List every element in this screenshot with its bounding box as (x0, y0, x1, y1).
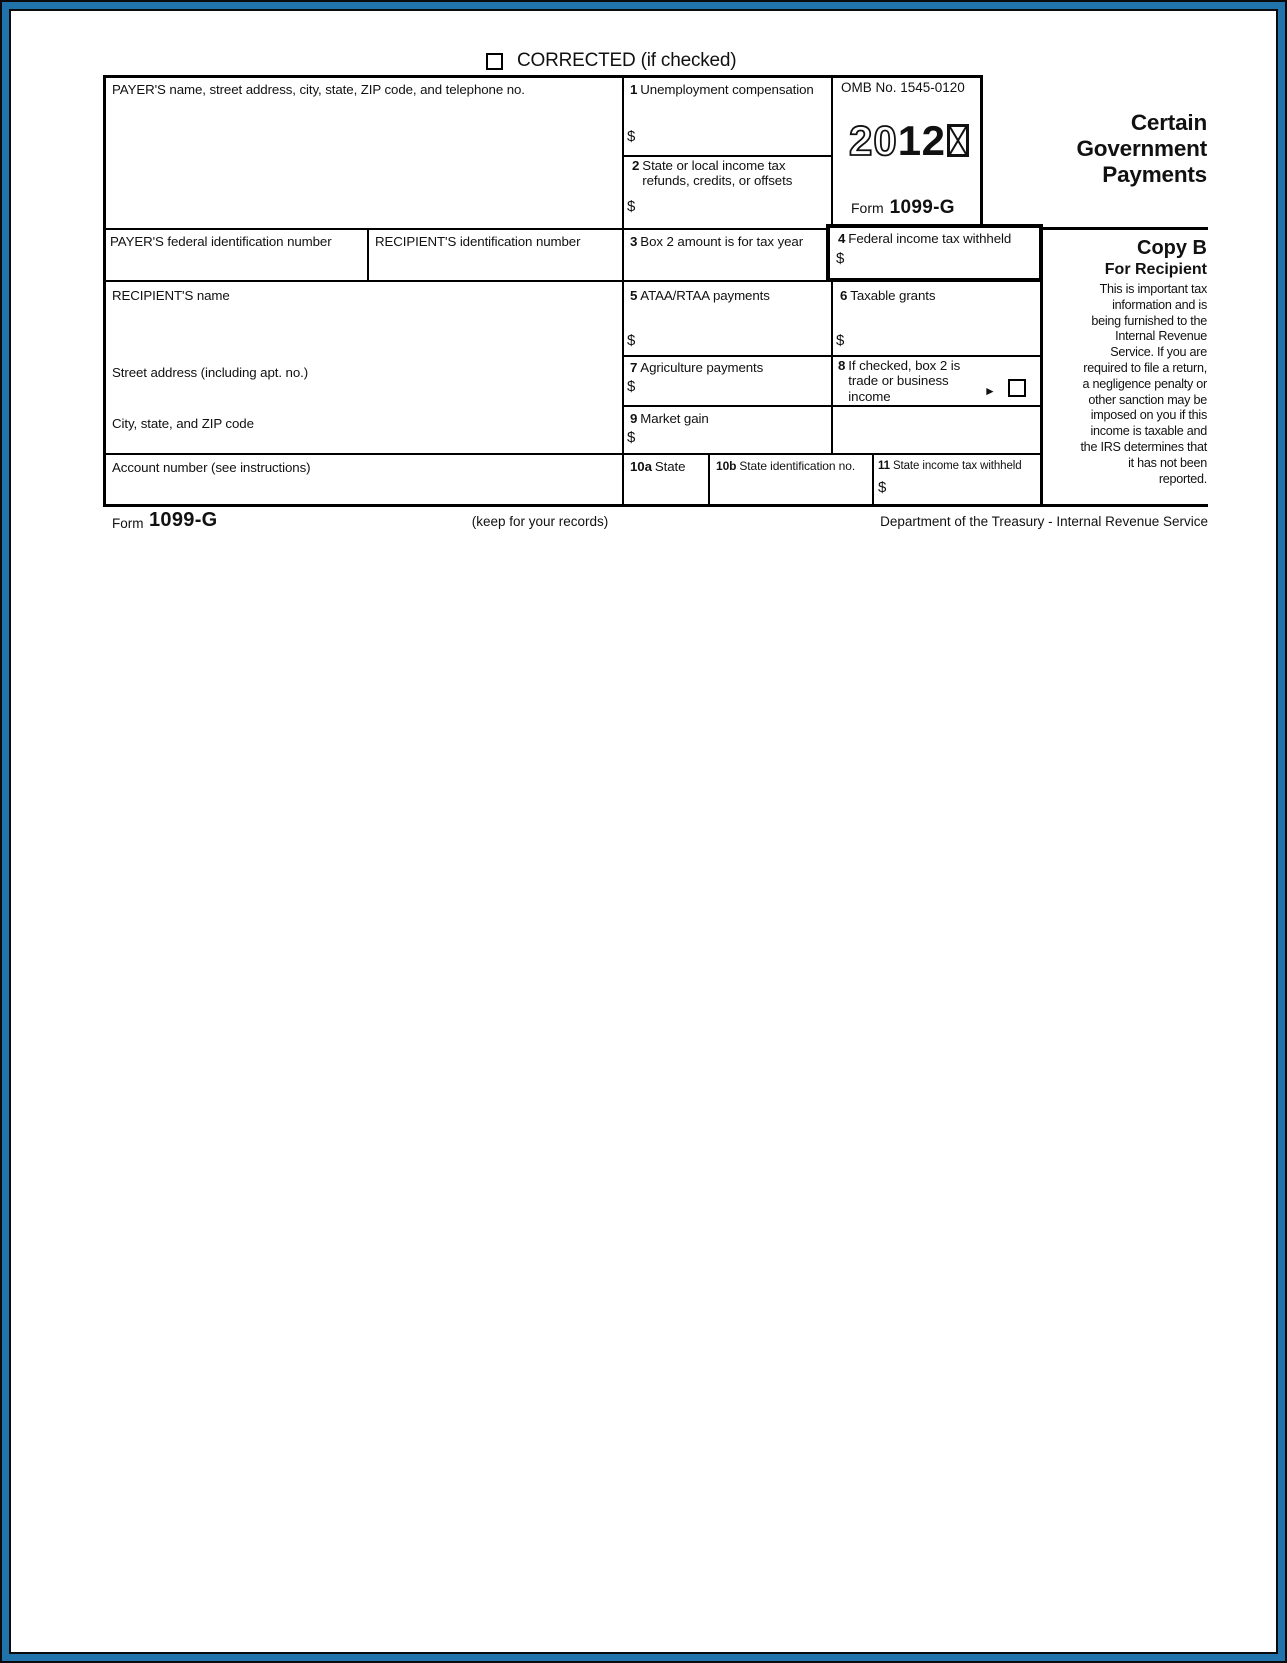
divider-line (622, 75, 624, 505)
divider-line (872, 453, 874, 506)
divider-line (708, 453, 710, 506)
footer-form-word: Form (112, 516, 144, 531)
box11-amount-field[interactable] (894, 478, 1034, 500)
treasury-label: Department of the Treasury - Internal Revenue Service (880, 514, 1208, 529)
for-recipient-label: For Recipient (1104, 261, 1207, 278)
box8-number: 8 (838, 358, 846, 373)
street-address-label: Street address (including apt. no.) (112, 365, 309, 380)
copy-b-label: Copy B (1137, 237, 1207, 259)
payer-fed-id-field[interactable] (108, 250, 364, 278)
box5-dollar-sign: $ (627, 332, 636, 349)
box11-number: 11 (878, 460, 890, 472)
form-number: 1099-G (889, 197, 955, 218)
year-digit-box-icon (947, 124, 969, 162)
box4-amount-field[interactable] (852, 248, 1032, 272)
box9-dollar-sign: $ (627, 429, 636, 446)
box10b-label: 10b State identification no. (716, 459, 856, 473)
box5-label: 5 ATAA/RTAA payments (630, 288, 770, 303)
box7-number: 7 (630, 360, 638, 375)
form-word: Form (851, 200, 884, 216)
box7-amount-field[interactable] (644, 376, 824, 400)
divider-line (103, 75, 106, 507)
box8-checkbox[interactable] (1008, 379, 1026, 397)
keep-for-records-label: (keep for your records) (471, 514, 609, 529)
divider-line (367, 228, 369, 282)
divider-line (980, 75, 983, 230)
box9-label: 9 Market gain (630, 411, 709, 426)
form-number-block (851, 197, 955, 219)
box6-number: 6 (840, 288, 848, 303)
box4-dollar-sign: $ (836, 250, 845, 267)
box9-amount-field[interactable] (644, 427, 824, 449)
tax-year-digits: 12 (897, 117, 946, 164)
recipient-name-field[interactable] (108, 304, 616, 360)
box10b-id-field[interactable] (714, 476, 868, 502)
box3-label: 3 Box 2 amount is for tax year (630, 234, 804, 249)
corrected-checkbox[interactable] (486, 53, 503, 70)
divider-line (103, 75, 982, 78)
payer-info-field[interactable] (108, 100, 616, 222)
box1-amount-field[interactable] (644, 126, 824, 150)
box1-number: 1 (630, 82, 638, 97)
recipient-notice: This is important tax information and is being furnished to the Internal Revenue Service. If you are required to file a return, a negligence penalty or other sanction may be imposed on you if this income is taxable and the IRS determines that it has not been reported. (1080, 282, 1207, 486)
divider-line (103, 453, 1042, 455)
box8-arrow-icon: ► (984, 384, 996, 398)
box4-label: 4 Federal income tax withheld (838, 231, 1012, 246)
box10a-label: 10a State (630, 459, 686, 474)
payer-fed-id-label: PAYER'S federal identification number (110, 234, 332, 249)
box10b-number: 10b (716, 459, 737, 473)
box10a-number: 10a (630, 459, 652, 474)
box3-year-field[interactable] (628, 252, 828, 278)
box3-number: 3 (630, 234, 638, 249)
account-number-label: Account number (see instructions) (112, 460, 311, 475)
box2-amount-field[interactable] (644, 196, 824, 220)
recipient-id-label: RECIPIENT'S identification number (375, 234, 581, 249)
box11-dollar-sign: $ (878, 479, 887, 496)
box8-label: 8 If checked, box 2 is trade or business income (838, 358, 961, 404)
form-title: Certain Government Payments (1076, 110, 1207, 187)
recipient-name-label: RECIPIENT'S name (112, 288, 230, 303)
box2-dollar-sign: $ (627, 198, 636, 215)
omb-number-label: OMB No. 1545-0120 (841, 80, 965, 95)
tax-year (849, 117, 969, 164)
box5-amount-field[interactable] (644, 330, 824, 352)
divider-line (1040, 227, 1208, 230)
box1-dollar-sign: $ (627, 128, 636, 145)
box10a-state-field[interactable] (628, 476, 704, 502)
box4-number: 4 (838, 231, 846, 246)
footer-form-number: 1099-G (149, 509, 218, 531)
box5-number: 5 (630, 288, 638, 303)
divider-line (622, 155, 833, 157)
box1-label: 1 Unemployment compensation (630, 82, 814, 97)
payer-name-label: PAYER'S name, street address, city, state, ZIP code, and telephone no. (112, 82, 525, 97)
street-address-field[interactable] (108, 381, 616, 413)
tax-year-decade: 20 (849, 117, 898, 164)
box7-dollar-sign: $ (627, 378, 636, 395)
city-state-zip-field[interactable] (108, 432, 616, 452)
box6-label: 6 Taxable grants (840, 288, 936, 303)
city-state-zip-label: City, state, and ZIP code (112, 416, 254, 431)
box9-number: 9 (630, 411, 638, 426)
recipient-id-field[interactable] (371, 250, 619, 278)
box6-amount-field[interactable] (852, 330, 1032, 352)
box6-dollar-sign: $ (836, 332, 845, 349)
box2-label: 2 State or local income tax refunds, credits, or offsets (632, 158, 793, 189)
corrected-label: CORRECTED (if checked) (517, 50, 737, 71)
account-number-field[interactable] (108, 476, 616, 502)
box11-label: 11 State income tax withheld (878, 460, 1022, 472)
box2-number: 2 (632, 158, 640, 173)
box7-label: 7 Agriculture payments (630, 360, 764, 375)
